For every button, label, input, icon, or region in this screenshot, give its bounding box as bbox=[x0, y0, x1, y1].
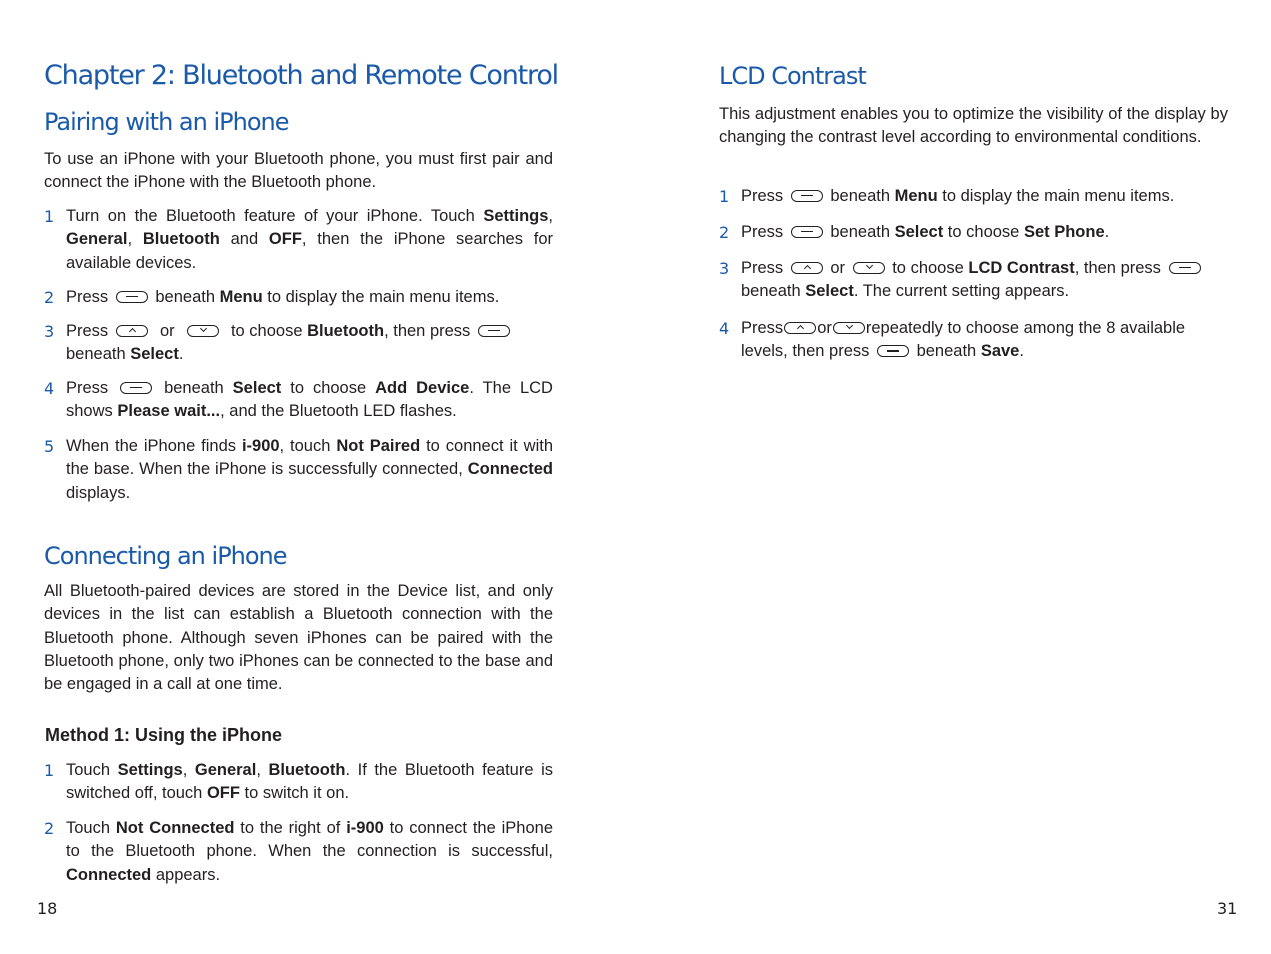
pairing-step-1: 1 Turn on the Bluetooth feature of your iPhone. Touch Settings, General, Bluetooth and OFF, then the iPhone searches for available devices. bbox=[44, 207, 554, 272]
up-arrow-key-icon bbox=[791, 262, 823, 274]
menu-key-icon bbox=[877, 345, 909, 357]
menu-key-icon bbox=[478, 325, 510, 337]
menu-key-icon bbox=[116, 291, 148, 303]
menu-key-icon bbox=[1169, 262, 1201, 274]
pairing-heading: Pairing with an iPhone bbox=[44, 108, 289, 136]
method-heading: Method 1: Using the iPhone bbox=[45, 725, 282, 745]
lcd-step-1: 1 Press beneath Menu to display the main menu items. bbox=[719, 187, 1175, 206]
lcd-step-4: 4 Press or repeatedly to choose among the 8 available levels, then press beneath Save. bbox=[719, 319, 1186, 361]
pairing-intro: To use an iPhone with your Bluetooth phone, you must first pair and connect the iPhone with the Bluetooth phone. bbox=[44, 150, 553, 192]
pairing-step-5: 5 When the iPhone finds i-900, touch Not Paired to connect it with the base. When the iPhone is successfully connected, Connected displays. bbox=[44, 437, 553, 502]
chapter-title: Chapter 2: Bluetooth and Remote Control bbox=[44, 60, 558, 91]
method-step-1: 1 Touch Settings, General, Bluetooth. If the Bluetooth feature is switched off, touch OFF to switch it on. bbox=[44, 761, 553, 803]
up-arrow-key-icon bbox=[784, 322, 816, 334]
pairing-step-4: 4 Press beneath Select to choose Add Device. The LCD shows Please wait..., and the Bluetooth LED flashes. bbox=[44, 379, 553, 421]
lcd-contrast-intro: This adjustment enables you to optimize the visibility of the display by changing the contrast level according to environmental conditions. bbox=[719, 105, 1228, 147]
connecting-heading: Connecting an iPhone bbox=[44, 542, 287, 570]
page-number-right: 31 bbox=[1217, 899, 1238, 918]
down-arrow-key-icon bbox=[187, 325, 219, 337]
down-arrow-key-icon bbox=[833, 322, 865, 334]
menu-key-icon bbox=[791, 226, 823, 238]
menu-key-icon bbox=[120, 382, 152, 394]
up-arrow-key-icon bbox=[116, 325, 148, 337]
connecting-intro: All Bluetooth-paired devices are stored in the Device list, and only devices in the list can establish a Bluetooth connection with the Bluetooth phone. Although seven iPhones can be paired with the Bluetooth phone, only two iPhones can be connected to the base and be engaged in a call at one time. bbox=[44, 582, 553, 694]
method-step-2: 2 Touch Not Connected to the right of i-900 to connect the iPhone to the Bluetooth phone. When the connection is successful, Connected appears. bbox=[44, 819, 553, 884]
menu-key-icon bbox=[791, 190, 823, 202]
pairing-step-2: 2 Press beneath Menu to display the main menu items. bbox=[44, 288, 500, 307]
pairing-step-3: 3 Press or to choose Bluetooth, then press beneath Select. bbox=[44, 320, 553, 367]
down-arrow-key-icon bbox=[853, 262, 885, 274]
lcd-contrast-heading: LCD Contrast bbox=[719, 62, 866, 90]
lcd-step-3: 3 Press or to choose LCD Contrast, then press beneath Select. The current setting appears. bbox=[719, 257, 1228, 304]
page-number-left: 18 bbox=[37, 899, 58, 918]
lcd-step-2: 2 Press beneath Select to choose Set Phone. bbox=[719, 223, 1110, 242]
